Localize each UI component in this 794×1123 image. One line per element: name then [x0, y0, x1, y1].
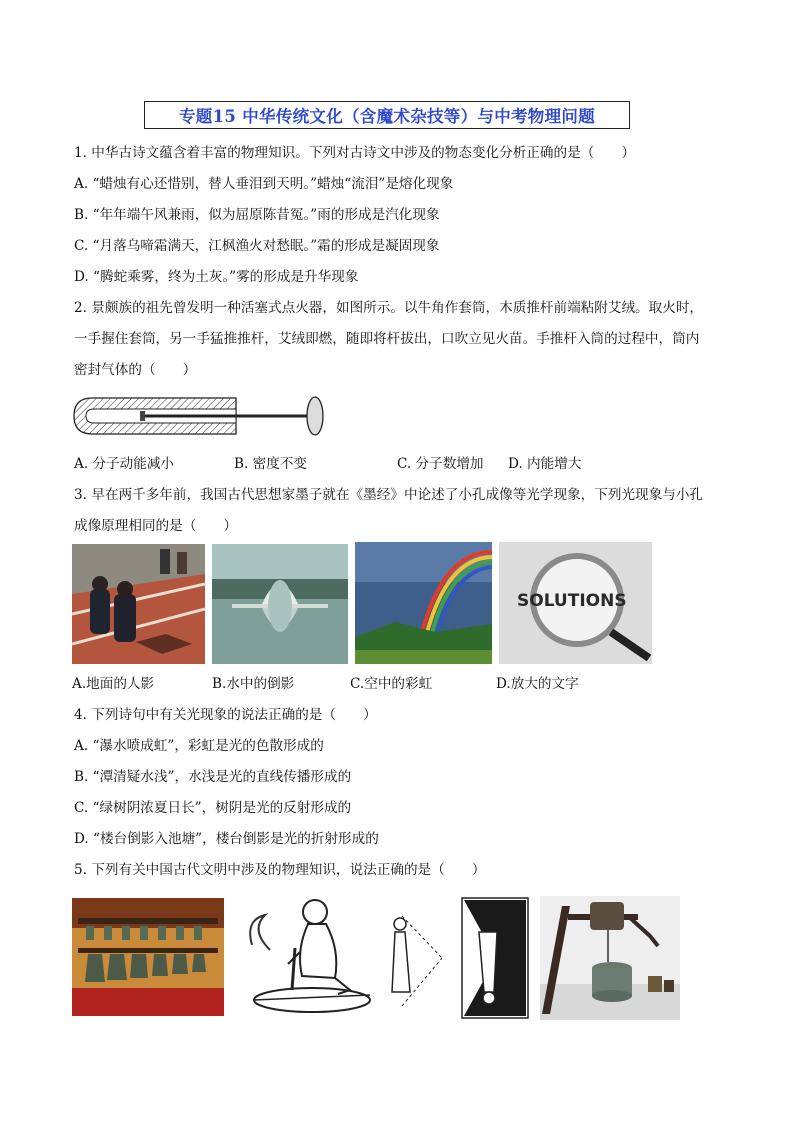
photo-magnifier [499, 542, 652, 664]
q3-caption-a: A.地面的人影 [72, 676, 155, 692]
q2-option-c: C. 分子数增加 [397, 456, 484, 472]
q3-caption-d: D.放大的文字 [496, 676, 579, 692]
photo-chime-bells [72, 898, 224, 1016]
illustration-drill-fire [240, 890, 375, 1020]
photo-ground-shadow [72, 544, 205, 664]
q4-option-a: A. “瀑水喷成虹”，彩虹是光的色散形成的 [74, 738, 324, 754]
q1-stem: 1. 中华古诗文蕴含着丰富的物理知识。下列对古诗文中涉及的物态变化分析正确的是（ ） [74, 145, 636, 161]
q4-stem: 4. 下列诗句中有关光现象的说法正确的是（ ） [74, 707, 377, 723]
q3-line-1: 3. 早在两千多年前，我国古代思想家墨子就在《墨经》中论述了小孔成像等光学现象，下列光现象与小孔 [74, 487, 704, 503]
q4-option-c: C. “绿树阴浓夏日长”，树阴是光的反射形成的 [74, 800, 352, 816]
q4-option-d: D. “楼台倒影入池塘”，楼台倒影是光的折射形成的 [74, 831, 379, 847]
q2-option-b: B. 密度不变 [234, 456, 308, 472]
q1-option-b: B. “年年端午风兼雨，似为屈原陈昔冤。”雨的形成是汽化现象 [74, 207, 440, 223]
q1-option-d: D. “腾蛇乘雾，终为土灰。”雾的形成是升华现象 [74, 269, 359, 285]
piston-igniter-figure [72, 394, 330, 438]
q1-option-c: C. “月落乌啼霜满天，江枫渔火对愁眠。”霜的形成是凝固现象 [74, 238, 440, 254]
photo-rainbow [355, 542, 492, 664]
q2-option-a: A. 分子动能减小 [74, 456, 175, 472]
q3-line-2: 成像原理相同的是（ ） [74, 518, 238, 534]
q2-line-3: 密封气体的（ ） [74, 362, 197, 378]
q2-line-2: 一手握住套筒，另一手猛推推杆，艾绒即燃，随即将杆拔出，口吹立见火苗。手推杆入筒的过程中，筒内 [74, 331, 700, 347]
photo-water-reflection [212, 544, 348, 664]
q3-caption-c: C.空中的彩虹 [350, 676, 433, 692]
page-title-box [144, 101, 630, 129]
magnifier-text: SOLUTIONS [517, 591, 627, 611]
q4-option-b: B. “潭清疑水浅”，水浅是光的直线传播形成的 [74, 769, 352, 785]
q5-stem: 5. 下列有关中国古代文明中涉及的物理知识，说法正确的是（ ） [74, 862, 486, 878]
q2-option-d: D. 内能增大 [508, 456, 582, 472]
illustration-pinhole-image [382, 896, 530, 1020]
page-title: 专题15 中华传统文化（含魔术杂技等）与中考物理问题 [178, 107, 595, 126]
q1-option-a: A. “蜡烛有心还惜别，替人垂泪到天明。”蜡烛“流泪”是熔化现象 [74, 176, 454, 192]
q3-caption-b: B.水中的倒影 [212, 676, 295, 692]
q2-line-1: 2. 景颇族的祖先曾发明一种活塞式点火器，如图所示。以牛角作套筒，木质推杆前端粘附艾绒。取火时， [74, 300, 704, 316]
photo-well-windlass [540, 896, 680, 1020]
